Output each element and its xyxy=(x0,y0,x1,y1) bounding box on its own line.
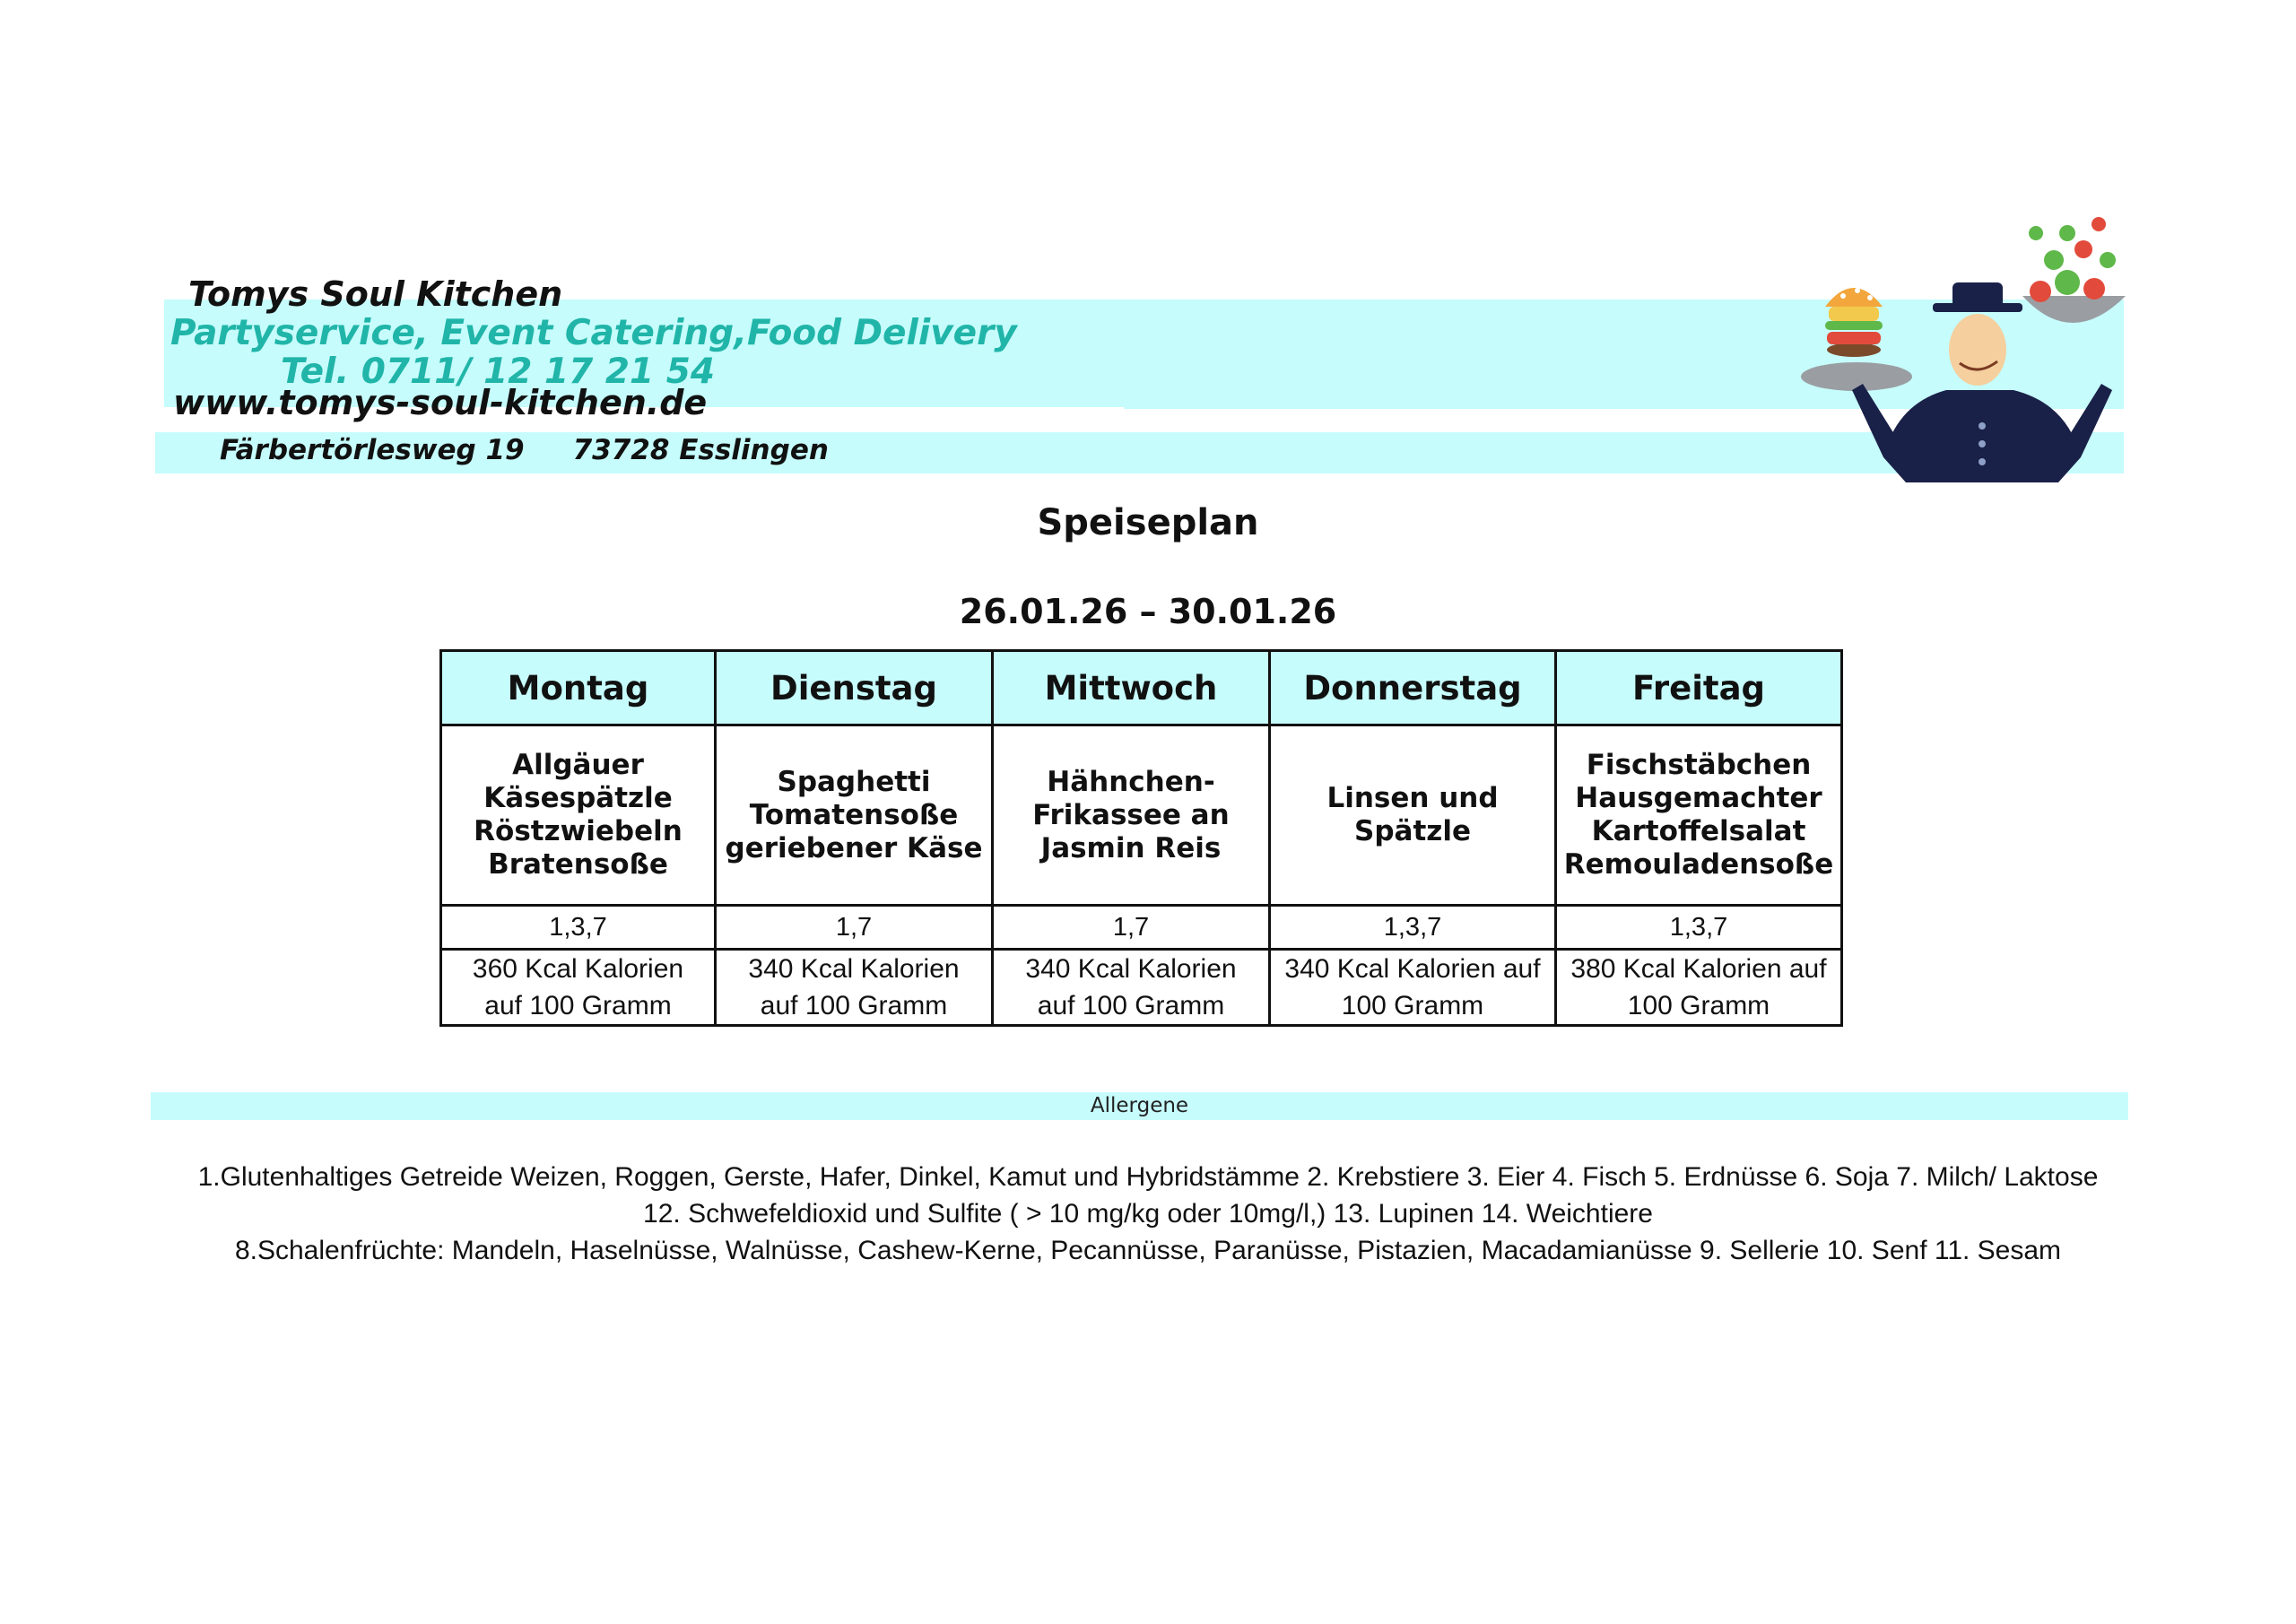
page-title: Speiseplan xyxy=(1037,502,1259,543)
company-name: Tomys Soul Kitchen xyxy=(188,274,563,314)
calorie-cell: 340 Kcal Kalorien auf 100 Gramm xyxy=(716,950,993,1026)
table-row xyxy=(441,725,1842,906)
dish-cell: Fischstäbchen Hausgemachter Kartoffelsalat Remouladensoße xyxy=(1556,725,1842,906)
services-line: Partyservice, Event Catering,Food Delivery xyxy=(170,313,1017,353)
allergene-line: 8.Schalenfrüchte: Mandeln, Haselnüsse, Walnüsse, Cashew-Kerne, Pecannüsse, Paranüsse, Pistazien, Macadamianüsse 9. Sellerie 10. Senf 11. Sesam xyxy=(234,1236,2062,1265)
allergene-line: 1.Glutenhaltiges Getreide Weizen, Roggen, Gerste, Hafer, Dinkel, Kamut und Hybridstämme 2. Krebstiere 3. Eier 4. Fisch 5. Erdnüsse 6. Soja 7. Milch/ Laktose xyxy=(197,1162,2099,1192)
dish-cell: Spaghetti Tomatensoße geriebener Käse xyxy=(716,725,993,906)
calorie-cell: 340 Kcal Kalorien auf 100 Gramm xyxy=(1270,950,1556,1026)
allergene-line: 12. Schwefeldioxid und Sulfite ( > 10 mg/kg oder 10mg/l,) 13. Lupinen 14. Weichtiere xyxy=(643,1199,1653,1229)
allergene-legend xyxy=(0,1159,2296,1269)
calorie-cell: 380 Kcal Kalorien auf 100 Gramm xyxy=(1556,950,1842,1026)
calorie-cell: 360 Kcal Kalorien auf 100 Gramm xyxy=(441,950,716,1026)
day-header: Freitag xyxy=(1556,651,1842,725)
phone-number: Tel. 0711/ 12 17 21 54 xyxy=(281,352,715,392)
dish-cell: Allgäuer Käsespätzle Röstzwiebeln Bratensoße xyxy=(441,725,716,906)
date-range: 26.01.26 – 30.01.26 xyxy=(959,592,1337,631)
day-header: Montag xyxy=(441,651,716,725)
allergen-cell: 1,7 xyxy=(716,906,993,950)
allergen-cell: 1,3,7 xyxy=(1556,906,1842,950)
chef-logo-icon xyxy=(1798,197,2135,489)
dish-cell: Linsen und Spätzle xyxy=(1270,725,1556,906)
table-row xyxy=(441,906,1842,950)
allergen-cell: 1,7 xyxy=(993,906,1270,950)
menu-table xyxy=(439,649,1843,1027)
website-link[interactable]: www.tomys-soul-kitchen.de xyxy=(173,383,708,422)
allergen-cell: 1,3,7 xyxy=(441,906,716,950)
table-header-row xyxy=(441,651,1842,725)
day-header: Donnerstag xyxy=(1270,651,1556,725)
calorie-cell: 340 Kcal Kalorien auf 100 Gramm xyxy=(993,950,1270,1026)
day-header: Dienstag xyxy=(716,651,993,725)
dish-cell: Hähnchen- Frikassee an Jasmin Reis xyxy=(993,725,1270,906)
allergene-heading: Allergene xyxy=(1090,1094,1189,1117)
address-line: Färbertörlesweg 19 73728 Esslingen xyxy=(220,434,829,466)
allergen-cell: 1,3,7 xyxy=(1270,906,1556,950)
day-header: Mittwoch xyxy=(993,651,1270,725)
table-row xyxy=(441,950,1842,1026)
